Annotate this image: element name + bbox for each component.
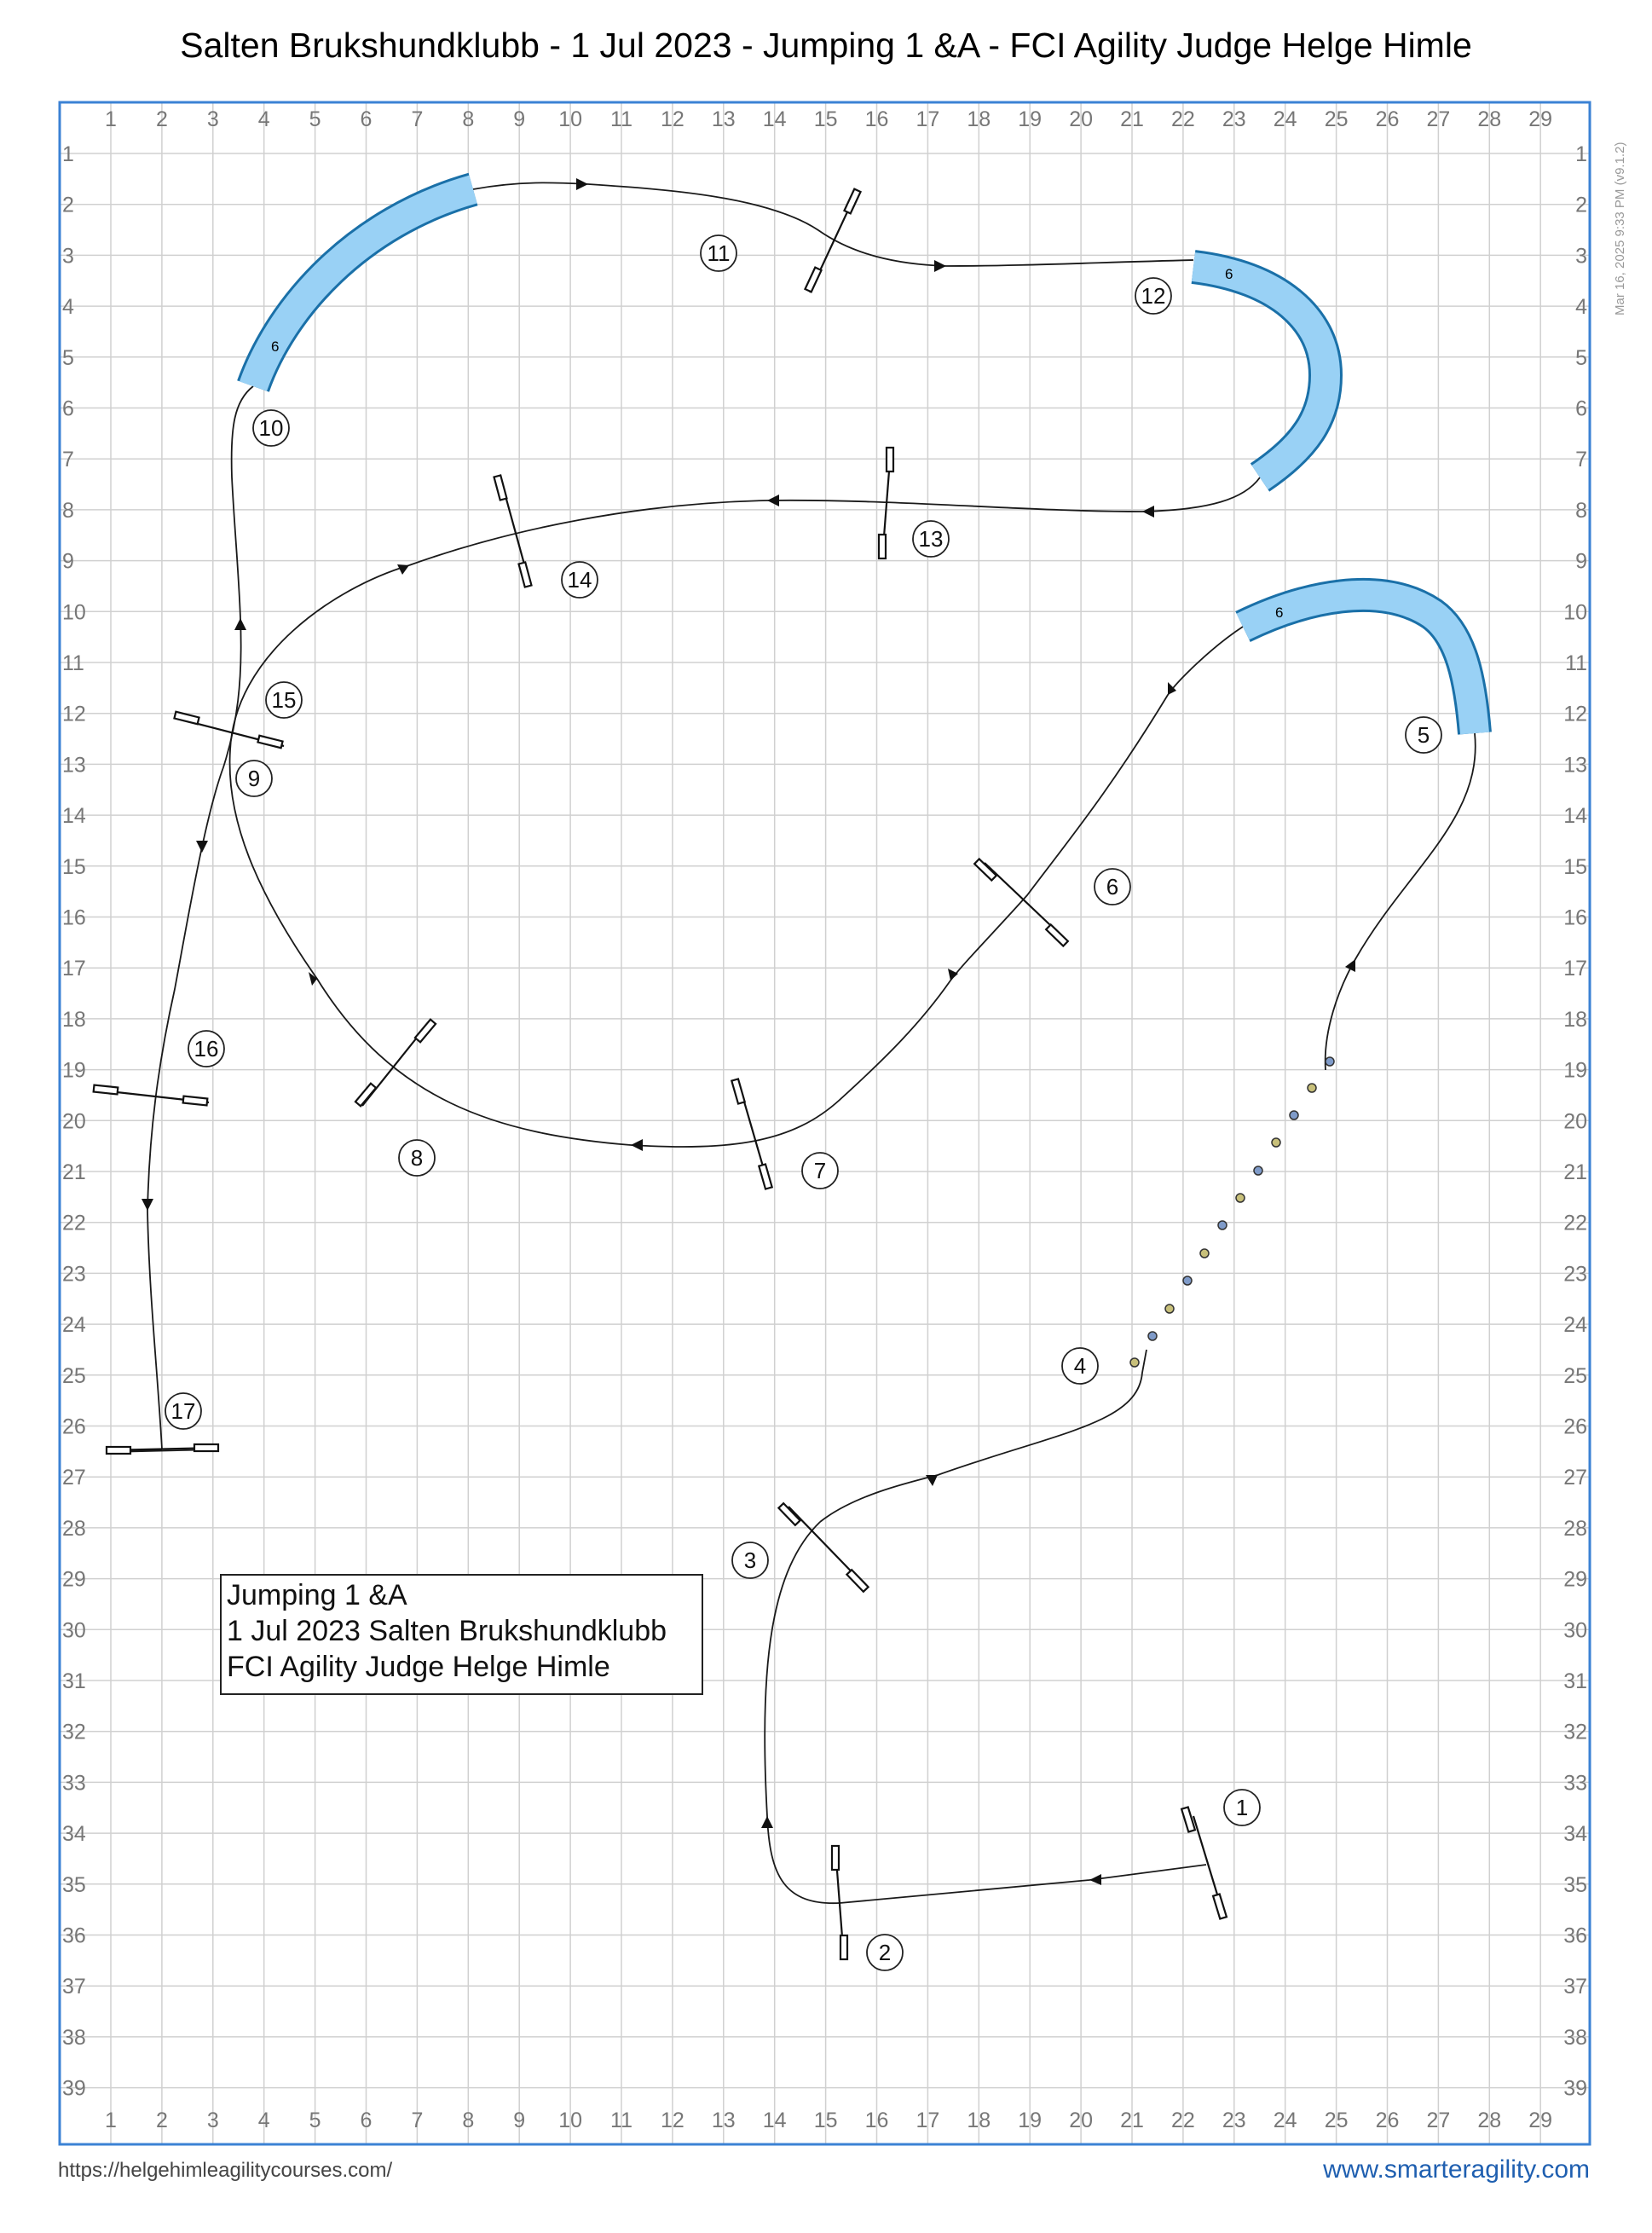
y-axis-label: 24 — [62, 1313, 86, 1338]
y-axis-label: 3 — [1575, 244, 1587, 269]
x-axis-label: 6 — [360, 107, 373, 131]
y-axis-label: 7 — [1575, 448, 1587, 472]
x-axis-label: 26 — [1375, 107, 1400, 131]
weave-pole — [1200, 1249, 1209, 1258]
y-axis-label: 14 — [1563, 804, 1587, 829]
x-axis-label: 24 — [1273, 2109, 1297, 2132]
x-axis-label: 15 — [813, 2109, 838, 2132]
y-axis-label: 28 — [1563, 1516, 1587, 1541]
obstacle-number-10 — [253, 410, 289, 446]
obstacle-number-7 — [802, 1153, 838, 1189]
x-axis-label: 16 — [864, 107, 889, 131]
number-label: 4 — [1073, 1353, 1087, 1379]
number-label: 15 — [271, 687, 297, 713]
x-axis-label: 11 — [610, 2109, 632, 2132]
y-axis-label: 31 — [1563, 1669, 1587, 1693]
y-axis-label: 39 — [1563, 2076, 1587, 2101]
x-axis-label: 19 — [1018, 107, 1043, 131]
y-axis-label: 29 — [1563, 1567, 1587, 1592]
number-label: 2 — [878, 1940, 892, 1965]
y-axis-label: 22 — [1563, 1211, 1587, 1235]
jump-8 — [355, 1020, 436, 1107]
smarteragility-link[interactable]: www.smarteragility.com — [1323, 2155, 1590, 2184]
obstacle-number-1 — [1224, 1790, 1260, 1825]
y-axis-label: 23 — [62, 1262, 86, 1287]
path-arrow — [196, 841, 208, 853]
x-axis-label: 29 — [1528, 2109, 1553, 2132]
y-axis-label: 3 — [62, 244, 74, 269]
x-axis-label: 10 — [558, 2109, 583, 2132]
x-axis-label: 2 — [155, 107, 168, 131]
x-axis-label: 5 — [309, 2109, 321, 2132]
y-axis-label: 13 — [1563, 753, 1587, 778]
y-axis-label: 26 — [62, 1414, 86, 1439]
tunnel-top-right — [1193, 266, 1326, 477]
obstacle-number-16 — [188, 1031, 224, 1067]
y-axis-label: 37 — [62, 1975, 86, 1999]
x-axis-label: 28 — [1477, 107, 1502, 131]
x-axis-label: 21 — [1120, 2109, 1144, 2132]
weave-pole — [1308, 1084, 1316, 1092]
y-axis-label: 27 — [62, 1466, 86, 1490]
version-stamp: Mar 16, 2025 9:33 PM (v9.1.2) — [1613, 142, 1627, 315]
y-axis-label: 16 — [1563, 905, 1587, 930]
y-axis-label: 15 — [1563, 854, 1587, 879]
path-4-5 — [1326, 733, 1476, 1070]
y-axis-label: 2 — [1575, 193, 1587, 217]
y-axis-label: 20 — [62, 1109, 86, 1134]
weave-pole — [1165, 1305, 1174, 1313]
obstacle-number-3 — [732, 1542, 768, 1578]
y-axis-label: 32 — [62, 1720, 86, 1744]
y-axis-label: 5 — [1575, 345, 1587, 370]
x-axis-label: 17 — [916, 2109, 940, 2132]
path-arrow — [948, 969, 958, 981]
y-axis-label: 20 — [1563, 1109, 1587, 1134]
path-arrow — [576, 178, 588, 190]
jump-9 — [174, 712, 284, 749]
path-arrow — [934, 260, 946, 272]
x-axis-label: 20 — [1069, 107, 1094, 131]
number-label: 9 — [247, 766, 261, 791]
y-axis-label: 33 — [62, 1771, 86, 1796]
y-axis-label: 21 — [1563, 1160, 1587, 1184]
y-axis-label: 23 — [1563, 1262, 1587, 1287]
weave-pole — [1183, 1276, 1192, 1285]
x-axis-label: 21 — [1120, 107, 1144, 131]
path-arrow — [1142, 506, 1154, 518]
x-axis-label: 19 — [1018, 2109, 1043, 2132]
x-axis-label: 8 — [462, 2109, 475, 2132]
tunnel-right — [1243, 595, 1475, 733]
x-axis-label: 23 — [1222, 2109, 1246, 2132]
obstacle-number-12 — [1135, 278, 1171, 314]
obstacle-number-6 — [1095, 869, 1130, 905]
x-axis-label: 24 — [1273, 107, 1297, 131]
x-axis-label: 25 — [1324, 107, 1349, 131]
obstacle-number-9 — [236, 761, 272, 796]
y-axis-label: 10 — [62, 600, 86, 625]
number-label: 17 — [170, 1398, 196, 1424]
y-axis-label: 2 — [62, 193, 74, 217]
y-axis-label: 1 — [1575, 142, 1587, 166]
obstacle-number-8 — [399, 1140, 435, 1176]
x-axis-label: 4 — [257, 2109, 270, 2132]
number-label: 8 — [410, 1145, 424, 1171]
path-arrow — [142, 1199, 153, 1211]
x-axis-label: 18 — [967, 107, 991, 131]
x-axis-label: 22 — [1170, 107, 1195, 131]
footer-url[interactable]: https://helgehimleagilitycourses.com/ — [58, 2159, 393, 2182]
x-axis-label: 27 — [1426, 2109, 1451, 2132]
x-axis-label: 1 — [105, 107, 117, 131]
path-5-6 — [631, 627, 1243, 1147]
weave-pole — [1272, 1138, 1280, 1147]
y-axis-label: 17 — [1563, 957, 1587, 981]
x-axis-label: 25 — [1324, 2109, 1349, 2132]
number-label: 14 — [567, 567, 592, 593]
obstacle-number-5 — [1406, 717, 1441, 753]
x-axis-label: 12 — [660, 107, 684, 131]
y-axis-label: 27 — [1563, 1466, 1587, 1490]
weave-pole — [1290, 1111, 1298, 1119]
x-axis-label: 15 — [813, 107, 838, 131]
y-axis-label: 30 — [1563, 1618, 1587, 1643]
tunnels — [253, 189, 1475, 733]
y-axis-label: 30 — [62, 1618, 86, 1643]
y-axis-label: 9 — [62, 549, 74, 574]
info-class: Jumping 1 &A — [227, 1579, 407, 1611]
number-label: 10 — [258, 415, 284, 441]
y-axis-label: 11 — [1565, 651, 1587, 675]
number-label: 12 — [1141, 283, 1166, 309]
y-axis-label: 6 — [1575, 396, 1587, 421]
y-axis-label: 22 — [62, 1211, 86, 1235]
number-label: 6 — [1106, 874, 1119, 900]
y-axis-label: 10 — [1563, 600, 1587, 625]
y-axis-label: 26 — [1563, 1414, 1587, 1439]
y-axis-label: 17 — [62, 957, 86, 981]
x-axis-label: 13 — [711, 107, 736, 131]
x-axis-label: 10 — [558, 107, 583, 131]
info-event: 1 Jul 2023 Salten Brukshundklubb — [227, 1615, 667, 1647]
number-label: 3 — [743, 1547, 757, 1573]
weave-pole — [1148, 1332, 1157, 1340]
x-axis-label: 23 — [1222, 107, 1246, 131]
tunnel-label: 6 — [271, 338, 280, 355]
y-axis-label: 12 — [1563, 702, 1587, 726]
path-arrow — [234, 618, 246, 630]
y-axis-label: 35 — [62, 1872, 86, 1897]
y-axis-label: 19 — [1563, 1058, 1587, 1083]
x-axis-label: 14 — [762, 2109, 787, 2132]
y-axis-label: 25 — [62, 1363, 86, 1388]
x-axis-label: 11 — [610, 107, 632, 131]
y-axis-label: 34 — [1563, 1822, 1587, 1847]
y-axis-label: 29 — [62, 1567, 86, 1592]
number-label: 13 — [918, 526, 944, 552]
x-axis-label: 14 — [762, 107, 787, 131]
grid-labels — [62, 107, 1587, 2132]
y-axis-label: 31 — [62, 1669, 86, 1693]
y-axis-label: 37 — [1563, 1975, 1587, 1999]
y-axis-label: 8 — [62, 498, 74, 523]
y-axis-label: 35 — [1563, 1872, 1587, 1897]
number-label: 7 — [813, 1158, 827, 1183]
y-axis-label: 38 — [62, 2025, 86, 2050]
obstacle-number-17 — [165, 1393, 201, 1429]
y-axis-label: 11 — [62, 651, 84, 675]
path-arrow — [1168, 682, 1176, 695]
x-axis-label: 9 — [513, 107, 526, 131]
number-label: 16 — [194, 1036, 219, 1062]
path-arrow — [767, 495, 779, 506]
x-axis-label: 22 — [1170, 2109, 1195, 2132]
grid-lines — [60, 102, 1590, 2144]
path-arrow — [761, 1816, 773, 1828]
y-axis-label: 9 — [1575, 549, 1587, 574]
y-axis-label: 5 — [62, 345, 74, 370]
y-axis-label: 14 — [62, 804, 86, 829]
y-axis-label: 6 — [62, 396, 74, 421]
x-axis-label: 28 — [1477, 2109, 1502, 2132]
y-axis-label: 8 — [1575, 498, 1587, 523]
info-judge: FCI Agility Judge Helge Himle — [227, 1651, 610, 1683]
number-label: 1 — [1235, 1795, 1249, 1820]
x-axis-label: 8 — [462, 107, 475, 131]
x-axis-label: 26 — [1375, 2109, 1400, 2132]
y-axis-label: 1 — [62, 142, 74, 166]
y-axis-label: 19 — [62, 1058, 86, 1083]
path-arrow — [631, 1139, 643, 1151]
y-axis-label: 4 — [1575, 295, 1587, 320]
x-axis-label: 9 — [513, 2109, 526, 2132]
obstacle-number-11 — [701, 235, 736, 271]
x-axis-label: 12 — [660, 2109, 684, 2132]
y-axis-label: 4 — [62, 295, 74, 320]
path-arrow — [309, 972, 317, 986]
x-axis-label: 16 — [864, 2109, 889, 2132]
y-axis-label: 13 — [62, 753, 86, 778]
y-axis-label: 36 — [1563, 1924, 1587, 1948]
y-axis-label: 36 — [62, 1924, 86, 1948]
obstacle-number-2 — [867, 1935, 903, 1970]
weave-pole — [1326, 1057, 1334, 1066]
obstacle-number-14 — [562, 562, 598, 598]
tunnel-label: 6 — [1275, 605, 1284, 621]
number-label: 5 — [1417, 722, 1430, 748]
x-axis-label: 2 — [155, 2109, 168, 2132]
y-axis-label: 21 — [62, 1160, 86, 1184]
x-axis-label: 3 — [206, 2109, 219, 2132]
y-axis-label: 32 — [1563, 1720, 1587, 1744]
x-axis-label: 27 — [1426, 107, 1451, 131]
x-axis-label: 13 — [711, 2109, 736, 2132]
y-axis-label: 38 — [1563, 2025, 1587, 2050]
y-axis-label: 16 — [62, 905, 86, 930]
obstacle-number-15 — [266, 682, 302, 718]
weave-pole — [1236, 1194, 1245, 1202]
page-title: Salten Brukshundklubb - 1 Jul 2023 - Jumping 1 &A - FCI Agility Judge Helge Himle — [180, 26, 1472, 65]
path-11-12 — [473, 182, 1193, 266]
path-10-11 — [147, 386, 253, 1449]
course-info-box — [220, 1574, 703, 1695]
y-axis-label: 39 — [62, 2076, 86, 2101]
weave-pole — [1254, 1166, 1262, 1175]
x-axis-label: 29 — [1528, 107, 1553, 131]
obstacle-number-13 — [913, 521, 949, 557]
y-axis-label: 25 — [1563, 1363, 1587, 1388]
jump-7 — [731, 1079, 771, 1189]
x-axis-label: 17 — [916, 107, 940, 131]
x-axis-label: 6 — [360, 2109, 373, 2132]
y-axis-label: 24 — [1563, 1313, 1587, 1338]
weave-pole — [1218, 1221, 1227, 1229]
number-label: 11 — [707, 240, 731, 266]
weave-poles — [1130, 1057, 1334, 1367]
x-axis-label: 20 — [1069, 2109, 1094, 2132]
weave-pole — [1130, 1358, 1139, 1367]
y-axis-label: 7 — [62, 448, 74, 472]
tunnel-label: 6 — [1225, 266, 1233, 282]
y-axis-label: 18 — [62, 1007, 86, 1032]
x-axis-label: 5 — [309, 107, 321, 131]
x-axis-label: 4 — [257, 107, 270, 131]
obstacle-number-4 — [1062, 1348, 1098, 1384]
x-axis-label: 7 — [411, 2109, 424, 2132]
path-arrow — [397, 564, 409, 575]
x-axis-label: 18 — [967, 2109, 991, 2132]
y-axis-label: 28 — [62, 1516, 86, 1541]
x-axis-label: 7 — [411, 107, 424, 131]
y-axis-label: 33 — [1563, 1771, 1587, 1796]
y-axis-label: 15 — [62, 854, 86, 879]
y-axis-label: 12 — [62, 702, 86, 726]
x-axis-label: 1 — [105, 2109, 117, 2132]
y-axis-label: 34 — [62, 1822, 86, 1847]
x-axis-label: 3 — [206, 107, 219, 131]
jump-1 — [1181, 1807, 1227, 1918]
y-axis-label: 18 — [1563, 1007, 1587, 1032]
